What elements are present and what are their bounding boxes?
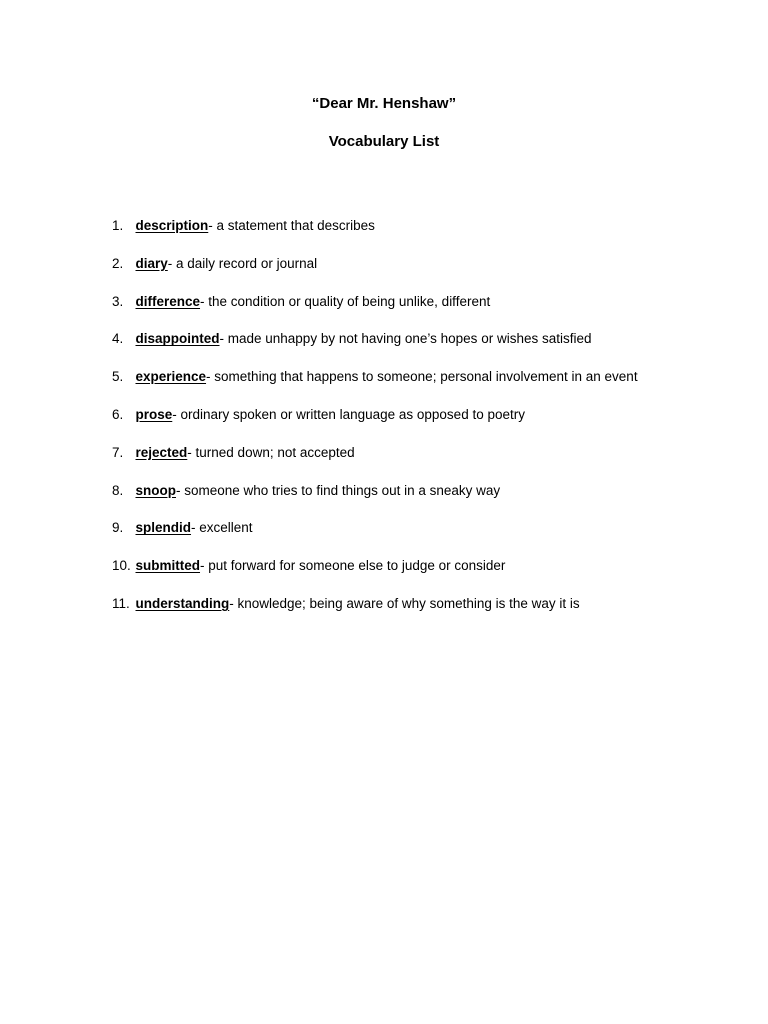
item-number: 2. xyxy=(112,255,124,271)
list-item xyxy=(112,255,638,293)
list-item xyxy=(112,217,638,255)
vocab-word: experience xyxy=(135,369,207,385)
item-number: 3. xyxy=(112,293,124,309)
document-subtitle: Vocabulary List xyxy=(328,133,440,150)
vocab-word: difference xyxy=(135,293,201,309)
vocab-definition: - the condition or quality of being unlike, different xyxy=(200,293,491,309)
document-title: “Dear Mr. Henshaw” xyxy=(311,95,457,112)
item-number: 10. xyxy=(112,558,131,574)
vocab-word: description xyxy=(135,218,209,233)
item-number: 9. xyxy=(112,520,124,536)
vocab-word: understanding xyxy=(135,595,230,611)
vocabulary-list xyxy=(112,217,638,633)
item-number: 8. xyxy=(112,482,124,498)
item-number: 6. xyxy=(112,406,124,422)
vocab-word: snoop xyxy=(135,482,176,498)
vocab-definition: - knowledge; being aware of why something is the way it is xyxy=(229,595,580,611)
item-number: 4. xyxy=(112,331,124,347)
item-number: 11. xyxy=(112,595,130,611)
vocab-definition: - a statement that describes xyxy=(208,218,375,233)
vocab-definition: - put forward for someone else to judge or consider xyxy=(200,558,506,574)
list-item xyxy=(112,444,638,482)
vocab-definition: - something that happens to someone; personal involvement in an event xyxy=(206,369,638,385)
vocab-word: prose xyxy=(135,406,173,422)
vocab-definition: - a daily record or journal xyxy=(167,255,318,271)
list-item xyxy=(112,482,638,520)
list-item xyxy=(112,330,638,368)
vocab-definition: - turned down; not accepted xyxy=(187,444,355,460)
vocab-word: disappointed xyxy=(135,331,220,347)
list-item xyxy=(112,519,638,557)
vocab-definition: - ordinary spoken or written language as opposed to poetry xyxy=(172,406,525,422)
vocab-word: diary xyxy=(135,255,168,271)
vocab-definition: - made unhappy by not having one’s hopes or wishes satisfied xyxy=(219,331,592,347)
list-item xyxy=(112,293,638,331)
item-number: 7. xyxy=(112,444,124,460)
list-item xyxy=(112,368,638,406)
list-item xyxy=(112,406,638,444)
vocab-definition: - someone who tries to find things out in a sneaky way xyxy=(176,482,501,498)
item-number: 1. xyxy=(112,218,124,233)
vocab-word: submitted xyxy=(135,558,201,574)
vocab-word: splendid xyxy=(135,520,192,536)
vocab-definition: - excellent xyxy=(191,520,253,536)
list-item xyxy=(112,595,638,633)
item-number: 5. xyxy=(112,369,124,385)
list-item xyxy=(112,557,638,595)
vocab-word: rejected xyxy=(135,444,188,460)
